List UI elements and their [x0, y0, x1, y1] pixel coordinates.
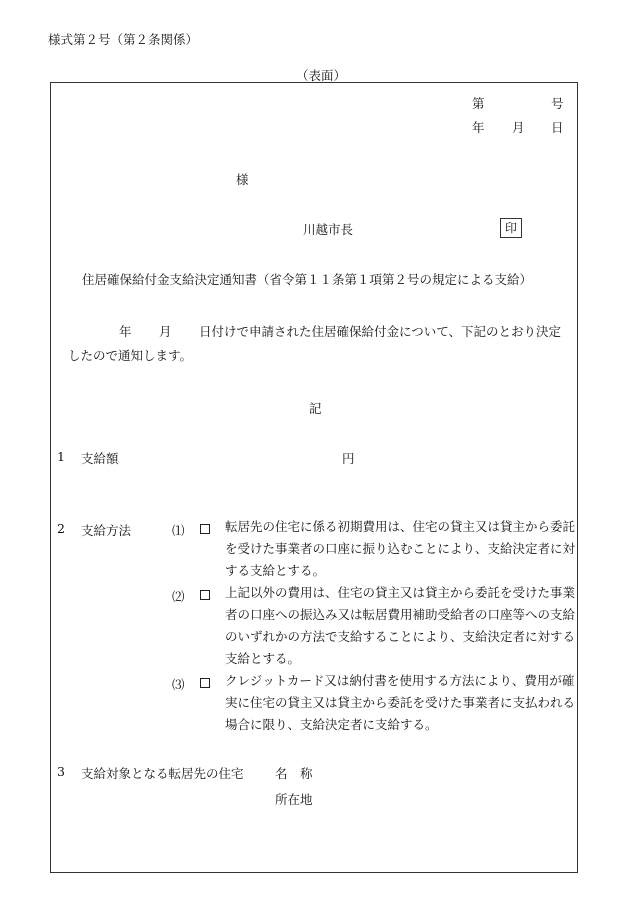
item-1-label: 支給額	[81, 451, 119, 466]
date-month: 月	[512, 120, 525, 135]
body-line1: 日付けで申請された住居確保給付金について、下記のとおり決定	[199, 324, 562, 339]
issuer: 川越市長	[303, 222, 354, 237]
item-3-label: 支給対象となる転居先の住宅	[81, 766, 244, 781]
item-3-number: 3	[57, 764, 65, 779]
housing-name-label: 名 称	[275, 766, 313, 781]
form-id: 様式第２号（第２条関係）	[48, 32, 199, 47]
seal-mark: 印	[500, 218, 522, 238]
option-1-text: 転居先の住宅に係る初期費用は、住宅の貸主又は貸主から委託を受けた事業者の口座に振り込むことにより、支給決定者に対する支給とする。	[225, 519, 576, 578]
option-3-checkbox[interactable]	[200, 678, 210, 688]
date-year: 年	[472, 120, 485, 135]
amount-unit: 円	[342, 451, 355, 466]
option-1-number: ⑴	[172, 523, 185, 538]
option-2-text: 上記以外の費用は、住宅の貸主又は貸主から委託を受けた事業者の口座への振込み又は転居費用補助受給者の口座等への支給のいずれかの方法で支給することにより、支給決定者に対する支給とする。	[225, 585, 576, 666]
item-2-label: 支給方法	[81, 523, 132, 538]
option-3-text: クレジットカード又は納付書を使用する方法により、費用が確実に住宅の貸主又は貸主から委託を受けた事業者に支払われる場合に限り、支給決定者に支給する。	[225, 673, 576, 732]
ki-heading: 記	[309, 401, 322, 416]
body-month: 月	[159, 324, 172, 339]
option-2-checkbox[interactable]	[200, 590, 210, 600]
option-1-checkbox[interactable]	[200, 524, 210, 534]
option-2-number: ⑵	[172, 589, 185, 604]
item-1-number: 1	[57, 449, 65, 464]
recipient-suffix: 様	[236, 172, 249, 187]
side-label: （表面）	[296, 68, 347, 83]
item-2-number: 2	[57, 521, 65, 536]
form-frame	[50, 82, 578, 873]
date-day: 日	[551, 120, 564, 135]
number-suffix: 号	[551, 96, 564, 111]
option-3-number: ⑶	[172, 677, 185, 692]
body-line2: したので通知します。	[68, 348, 193, 363]
number-prefix: 第	[472, 96, 485, 111]
body-year: 年	[119, 324, 132, 339]
document-title: 住居確保給付金支給決定通知書（省令第１１条第１項第２号の規定による支給）	[82, 272, 533, 287]
housing-address-label: 所在地	[275, 792, 313, 807]
